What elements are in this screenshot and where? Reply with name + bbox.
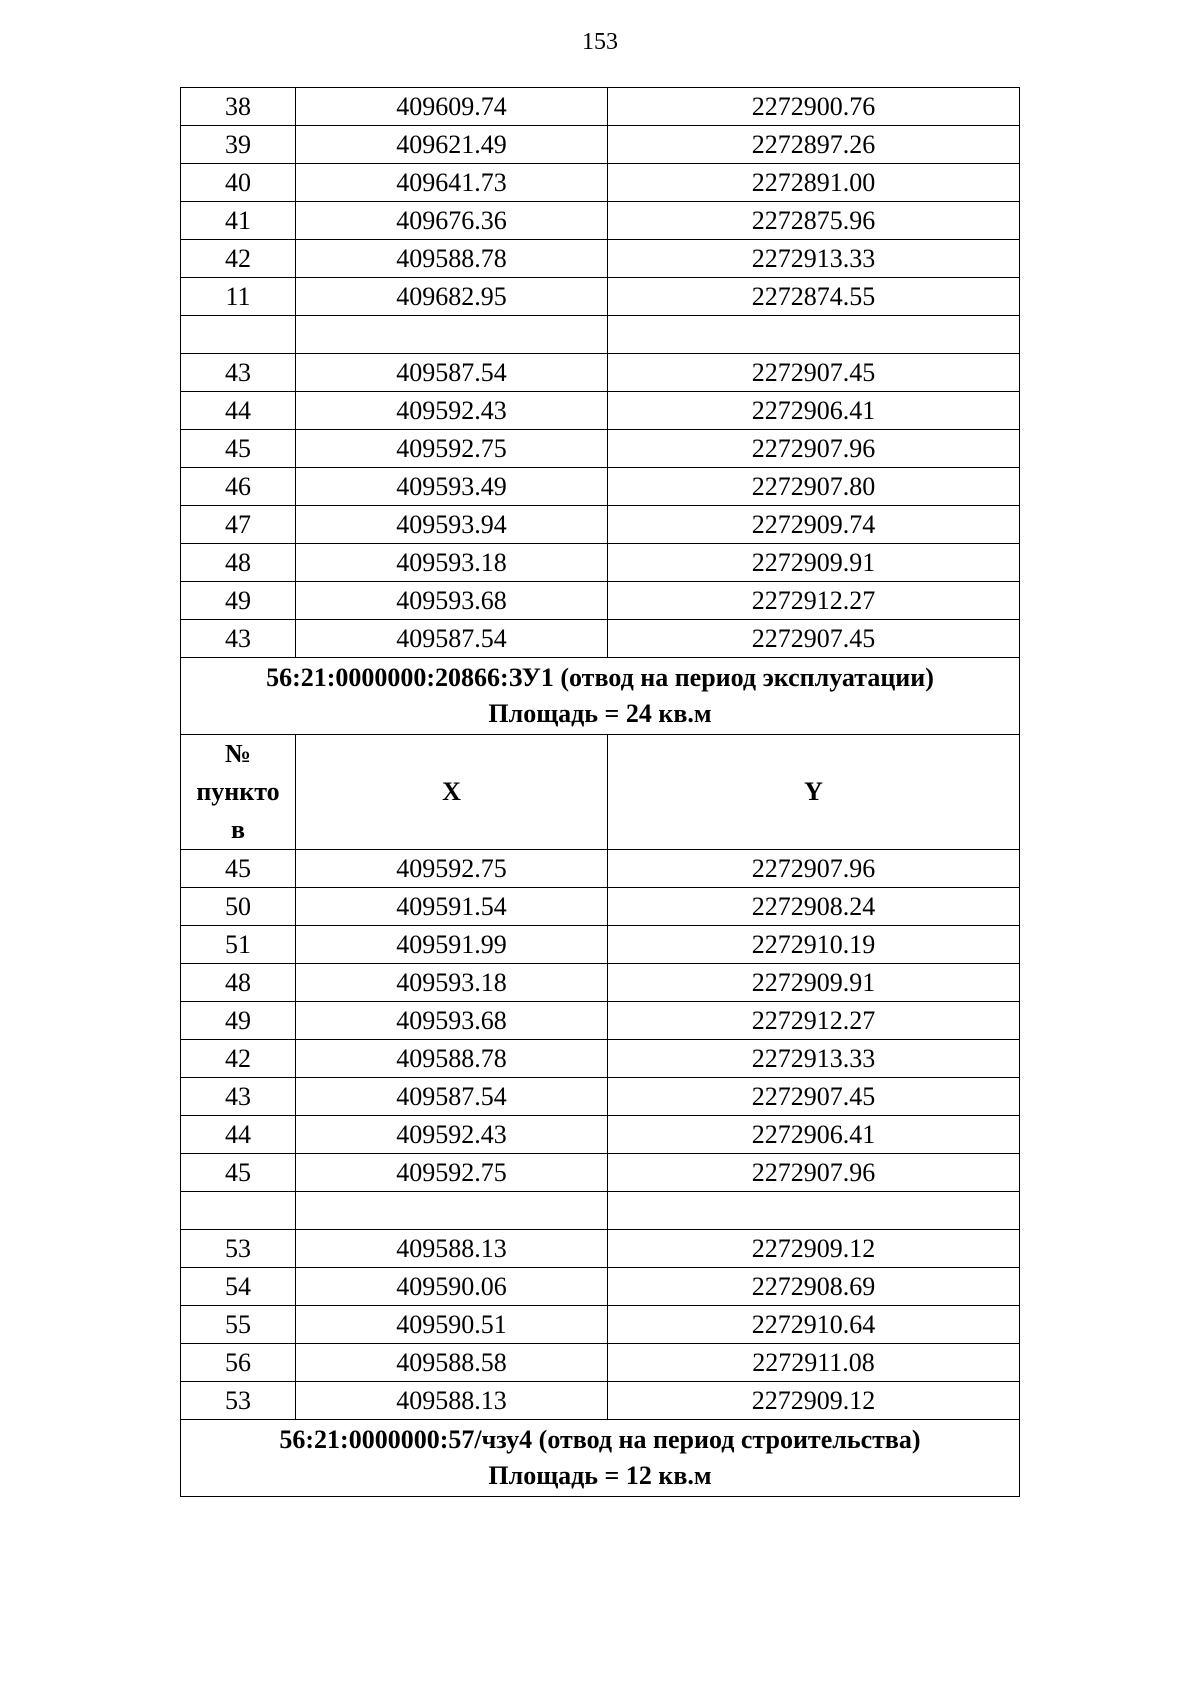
y-coordinate-cell: 2272912.27 — [608, 1002, 1020, 1040]
point-number-cell: 43 — [181, 620, 296, 658]
table-row — [181, 582, 1020, 620]
x-coordinate-cell: 409587.54 — [296, 620, 608, 658]
table-row — [181, 126, 1020, 164]
section-header-row — [181, 1420, 1020, 1497]
y-coordinate-cell: 2272900.76 — [608, 88, 1020, 126]
table-row — [181, 164, 1020, 202]
x-coordinate-cell: 409588.78 — [296, 1040, 608, 1078]
point-number-cell: 42 — [181, 240, 296, 278]
section-area: Площадь = 12 кв.м — [488, 1461, 712, 1490]
x-column-header: X — [296, 735, 608, 850]
x-coordinate-cell: 409592.75 — [296, 430, 608, 468]
table-row — [181, 392, 1020, 430]
x-coordinate-cell — [296, 316, 608, 354]
point-number-cell: 48 — [181, 964, 296, 1002]
point-number-cell: 53 — [181, 1382, 296, 1420]
table-row — [181, 506, 1020, 544]
point-number-cell: 51 — [181, 926, 296, 964]
table-row — [181, 1230, 1020, 1268]
point-number-cell: 39 — [181, 126, 296, 164]
x-coordinate-cell: 409682.95 — [296, 278, 608, 316]
x-coordinate-cell: 409588.13 — [296, 1230, 608, 1268]
table-row — [181, 278, 1020, 316]
table-row — [181, 354, 1020, 392]
point-number-cell: 48 — [181, 544, 296, 582]
point-number-cell: 55 — [181, 1306, 296, 1344]
y-coordinate-cell: 2272907.45 — [608, 354, 1020, 392]
table-row — [181, 430, 1020, 468]
section-header-cell — [181, 1420, 1020, 1497]
y-coordinate-cell: 2272907.96 — [608, 1154, 1020, 1192]
y-coordinate-cell: 2272875.96 — [608, 202, 1020, 240]
point-number-cell: 43 — [181, 1078, 296, 1116]
x-coordinate-cell: 409591.54 — [296, 888, 608, 926]
y-coordinate-cell: 2272911.08 — [608, 1344, 1020, 1382]
x-coordinate-cell: 409587.54 — [296, 354, 608, 392]
y-coordinate-cell: 2272897.26 — [608, 126, 1020, 164]
table-row — [181, 1382, 1020, 1420]
x-coordinate-cell: 409593.18 — [296, 544, 608, 582]
y-coordinate-cell: 2272891.00 — [608, 164, 1020, 202]
table-row — [181, 468, 1020, 506]
table-row — [181, 202, 1020, 240]
x-coordinate-cell: 409590.51 — [296, 1306, 608, 1344]
point-number-cell: 50 — [181, 888, 296, 926]
y-coordinate-cell — [608, 316, 1020, 354]
point-number-cell: 43 — [181, 354, 296, 392]
x-coordinate-cell: 409593.94 — [296, 506, 608, 544]
x-coordinate-cell: 409592.43 — [296, 1116, 608, 1154]
point-number-cell: 45 — [181, 850, 296, 888]
table-row — [181, 1002, 1020, 1040]
point-number-cell: 45 — [181, 1154, 296, 1192]
point-number-cell: 44 — [181, 1116, 296, 1154]
y-coordinate-cell: 2272874.55 — [608, 278, 1020, 316]
y-coordinate-cell: 2272910.19 — [608, 926, 1020, 964]
table-row — [181, 926, 1020, 964]
y-coordinate-cell — [608, 1192, 1020, 1230]
x-coordinate-cell: 409676.36 — [296, 202, 608, 240]
y-coordinate-cell: 2272909.12 — [608, 1382, 1020, 1420]
y-coordinate-cell: 2272906.41 — [608, 392, 1020, 430]
point-number-cell: 42 — [181, 1040, 296, 1078]
x-coordinate-cell: 409641.73 — [296, 164, 608, 202]
y-coordinate-cell: 2272907.45 — [608, 1078, 1020, 1116]
coordinates-block-1 — [181, 88, 1020, 658]
point-number-cell: 44 — [181, 392, 296, 430]
section-header-row — [181, 658, 1020, 735]
point-number-cell: 49 — [181, 1002, 296, 1040]
y-coordinate-cell: 2272913.33 — [608, 240, 1020, 278]
section-header-cell — [181, 658, 1020, 735]
y-coordinate-cell: 2272908.69 — [608, 1268, 1020, 1306]
point-number-cell: 41 — [181, 202, 296, 240]
page-number: 153 — [582, 29, 618, 55]
point-number-cell — [181, 1192, 296, 1230]
y-coordinate-cell: 2272908.24 — [608, 888, 1020, 926]
table-row — [181, 1306, 1020, 1344]
y-coordinate-cell: 2272909.91 — [608, 964, 1020, 1002]
point-number-cell: 53 — [181, 1230, 296, 1268]
column-header-row — [181, 735, 1020, 850]
point-number-cell: 45 — [181, 430, 296, 468]
y-coordinate-cell: 2272909.91 — [608, 544, 1020, 582]
table-row — [181, 240, 1020, 278]
table-row — [181, 1192, 1020, 1230]
y-coordinate-cell: 2272910.64 — [608, 1306, 1020, 1344]
point-number-cell: 40 — [181, 164, 296, 202]
x-coordinate-cell: 409593.68 — [296, 582, 608, 620]
y-coordinate-cell: 2272909.12 — [608, 1230, 1020, 1268]
point-number-cell: 46 — [181, 468, 296, 506]
point-number-cell: 49 — [181, 582, 296, 620]
table-row — [181, 544, 1020, 582]
section-title: 56:21:0000000:57/чзу4 (отвод на период строительства) — [279, 1425, 921, 1454]
table-row — [181, 1116, 1020, 1154]
x-coordinate-cell: 409593.68 — [296, 1002, 608, 1040]
table-row — [181, 964, 1020, 1002]
section-2-caption — [181, 1420, 1020, 1497]
section-area: Площадь = 24 кв.м — [488, 699, 712, 728]
y-column-header: Y — [608, 735, 1020, 850]
table-row — [181, 1040, 1020, 1078]
y-coordinate-cell: 2272907.96 — [608, 430, 1020, 468]
point-number-cell: 47 — [181, 506, 296, 544]
x-coordinate-cell: 409591.99 — [296, 926, 608, 964]
table-row — [181, 1078, 1020, 1116]
coordinates-table — [180, 87, 1020, 1497]
coordinates-block-2 — [181, 850, 1020, 1420]
point-number-header-line: в — [230, 815, 246, 844]
point-number-cell: 11 — [181, 278, 296, 316]
x-coordinate-cell: 409587.54 — [296, 1078, 608, 1116]
table-row — [181, 850, 1020, 888]
y-coordinate-cell: 2272913.33 — [608, 1040, 1020, 1078]
x-coordinate-cell: 409593.49 — [296, 468, 608, 506]
section-title: 56:21:0000000:20866:ЗУ1 (отвод на период эксплуатации) — [266, 663, 934, 692]
table-row — [181, 620, 1020, 658]
y-coordinate-cell: 2272907.45 — [608, 620, 1020, 658]
point-number-header-line: пункто — [196, 777, 280, 806]
x-coordinate-cell: 409592.75 — [296, 1154, 608, 1192]
point-number-cell: 54 — [181, 1268, 296, 1306]
point-number-header — [181, 735, 296, 850]
table-row — [181, 888, 1020, 926]
x-coordinate-cell — [296, 1192, 608, 1230]
section-1-caption — [181, 658, 1020, 850]
x-coordinate-cell: 409590.06 — [296, 1268, 608, 1306]
y-coordinate-cell: 2272906.41 — [608, 1116, 1020, 1154]
y-coordinate-cell: 2272907.80 — [608, 468, 1020, 506]
table-row — [181, 316, 1020, 354]
y-coordinate-cell: 2272909.74 — [608, 506, 1020, 544]
table-row — [181, 88, 1020, 126]
table-row — [181, 1268, 1020, 1306]
x-coordinate-cell: 409592.75 — [296, 850, 608, 888]
table-row — [181, 1154, 1020, 1192]
x-coordinate-cell: 409592.43 — [296, 392, 608, 430]
y-coordinate-cell: 2272907.96 — [608, 850, 1020, 888]
table-row — [181, 1344, 1020, 1382]
x-coordinate-cell: 409593.18 — [296, 964, 608, 1002]
point-number-cell: 38 — [181, 88, 296, 126]
x-coordinate-cell: 409588.78 — [296, 240, 608, 278]
point-number-header-line: № — [224, 739, 252, 768]
x-coordinate-cell: 409621.49 — [296, 126, 608, 164]
x-coordinate-cell: 409588.13 — [296, 1382, 608, 1420]
point-number-cell — [181, 316, 296, 354]
x-coordinate-cell: 409588.58 — [296, 1344, 608, 1382]
point-number-cell: 56 — [181, 1344, 296, 1382]
y-coordinate-cell: 2272912.27 — [608, 582, 1020, 620]
x-coordinate-cell: 409609.74 — [296, 88, 608, 126]
